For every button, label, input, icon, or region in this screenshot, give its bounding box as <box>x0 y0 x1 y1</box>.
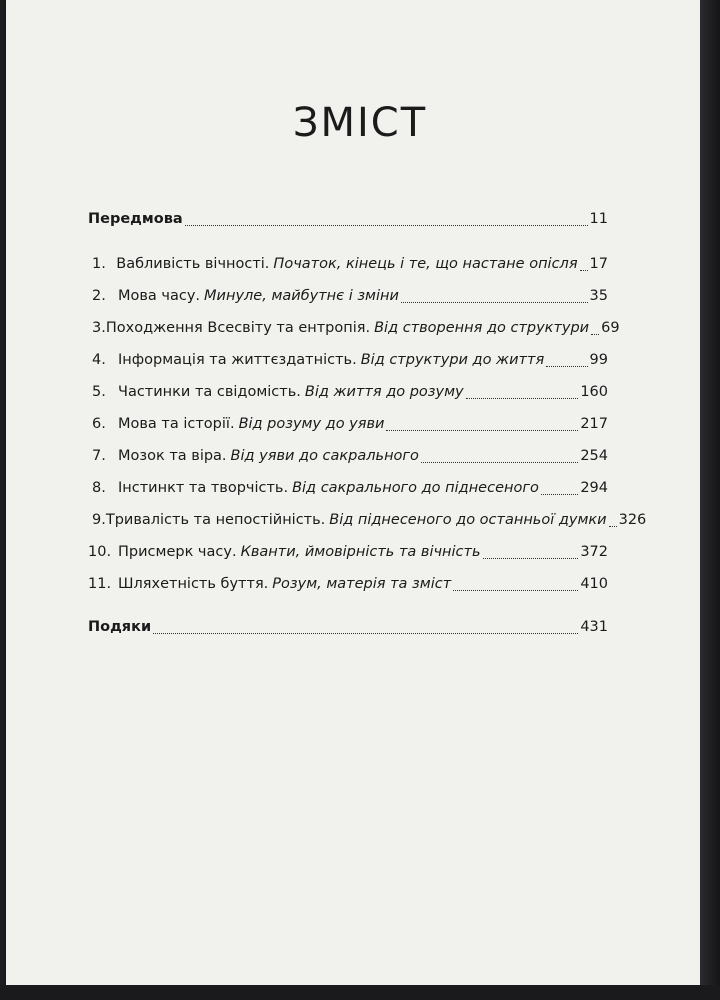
chapter-page: 35 <box>589 288 608 304</box>
toc-chapter-10 <box>88 544 608 566</box>
chapter-subtitle: Розум, матерія та зміст <box>272 576 452 592</box>
dot-leader <box>153 632 578 634</box>
chapter-title: Інформація та життєздатність. <box>118 352 357 368</box>
chapter-page: 217 <box>580 416 608 432</box>
chapter-title: Походження Всесвіту та ентропія. <box>105 320 371 336</box>
chapter-page: 17 <box>589 256 608 272</box>
chapter-subtitle: Від розуму до уяви <box>238 416 385 432</box>
toc-chapter-5 <box>92 384 608 406</box>
chapter-number: 11. <box>88 576 112 592</box>
toc-entry-title: Передмова <box>88 211 183 227</box>
chapter-title: Мозок та віра. <box>118 448 227 464</box>
toc-chapter-2 <box>92 288 608 310</box>
chapter-subtitle: Від створення до структури <box>374 320 590 336</box>
chapter-page: 410 <box>580 576 608 592</box>
chapter-page: 372 <box>580 544 608 560</box>
dot-leader <box>483 557 579 559</box>
dot-leader <box>185 224 588 226</box>
chapter-subtitle: Від структури до життя <box>360 352 545 368</box>
dot-leader <box>541 493 578 495</box>
chapter-number: 6. <box>92 416 106 432</box>
toc-entry-title: Подяки <box>88 619 152 635</box>
chapter-title: Мова та історії. <box>118 416 235 432</box>
chapter-subtitle: Початок, кінець і те, що настане опісля <box>273 256 578 272</box>
dot-leader <box>453 589 578 591</box>
chapter-title: Інстинкт та творчість. <box>118 480 289 496</box>
chapter-title: Шляхетність буття. <box>118 576 269 592</box>
chapter-page: 160 <box>580 384 608 400</box>
toc-chapter-11 <box>88 576 608 598</box>
chapter-title: Вабливість вічності. <box>116 256 270 272</box>
chapter-number: 4. <box>92 352 106 368</box>
chapter-page: 99 <box>589 352 608 368</box>
chapter-number: 8. <box>92 480 106 496</box>
chapter-number: 10. <box>88 544 112 560</box>
toc-chapter-8 <box>92 480 608 502</box>
toc-chapter-4 <box>92 352 608 374</box>
chapter-number: 5. <box>92 384 106 400</box>
dot-leader <box>591 333 599 335</box>
chapter-number: 7. <box>92 448 106 464</box>
toc-entry-page: 11 <box>589 211 608 227</box>
chapter-page: 326 <box>618 512 647 528</box>
toc-preface <box>88 211 608 233</box>
chapter-number: 1. <box>92 256 106 272</box>
toc-entry-page: 431 <box>580 619 608 635</box>
dot-leader <box>580 269 588 271</box>
dot-leader <box>609 525 617 527</box>
chapter-subtitle: Від сакрального до піднесеного <box>292 480 539 496</box>
toc-acknowledgements <box>88 619 608 641</box>
chapter-page: 254 <box>580 448 608 464</box>
toc-chapter-7 <box>92 448 608 470</box>
chapter-title: Тривалість та непостійність. <box>105 512 326 528</box>
dot-leader <box>466 397 579 399</box>
chapter-title: Присмерк часу. <box>118 544 237 560</box>
chapter-number: 9. <box>92 512 106 528</box>
chapter-page: 294 <box>580 480 608 496</box>
toc-chapter-9 <box>92 512 647 534</box>
chapter-subtitle: Від життя до розуму <box>304 384 464 400</box>
chapter-number: 2. <box>92 288 106 304</box>
chapter-number: 3. <box>92 320 106 336</box>
toc-chapter-1 <box>92 256 608 278</box>
chapter-subtitle: Минуле, майбутнє і зміни <box>204 288 399 304</box>
chapter-subtitle: Від уяви до сакрального <box>230 448 419 464</box>
dot-leader <box>546 365 587 367</box>
dot-leader <box>421 461 578 463</box>
chapter-title: Частинки та свідомість. <box>118 384 301 400</box>
toc-chapter-6 <box>92 416 608 438</box>
chapter-page: 69 <box>601 320 620 336</box>
dot-leader <box>386 429 578 431</box>
chapter-subtitle: Від піднесеного до останньої думки <box>329 512 607 528</box>
page-title: ЗМІСТ <box>292 100 428 146</box>
toc-chapter-3 <box>92 320 620 342</box>
chapter-title: Мова часу. <box>118 288 201 304</box>
dot-leader <box>401 301 588 303</box>
chapter-subtitle: Кванти, ймовірність та вічність <box>240 544 481 560</box>
